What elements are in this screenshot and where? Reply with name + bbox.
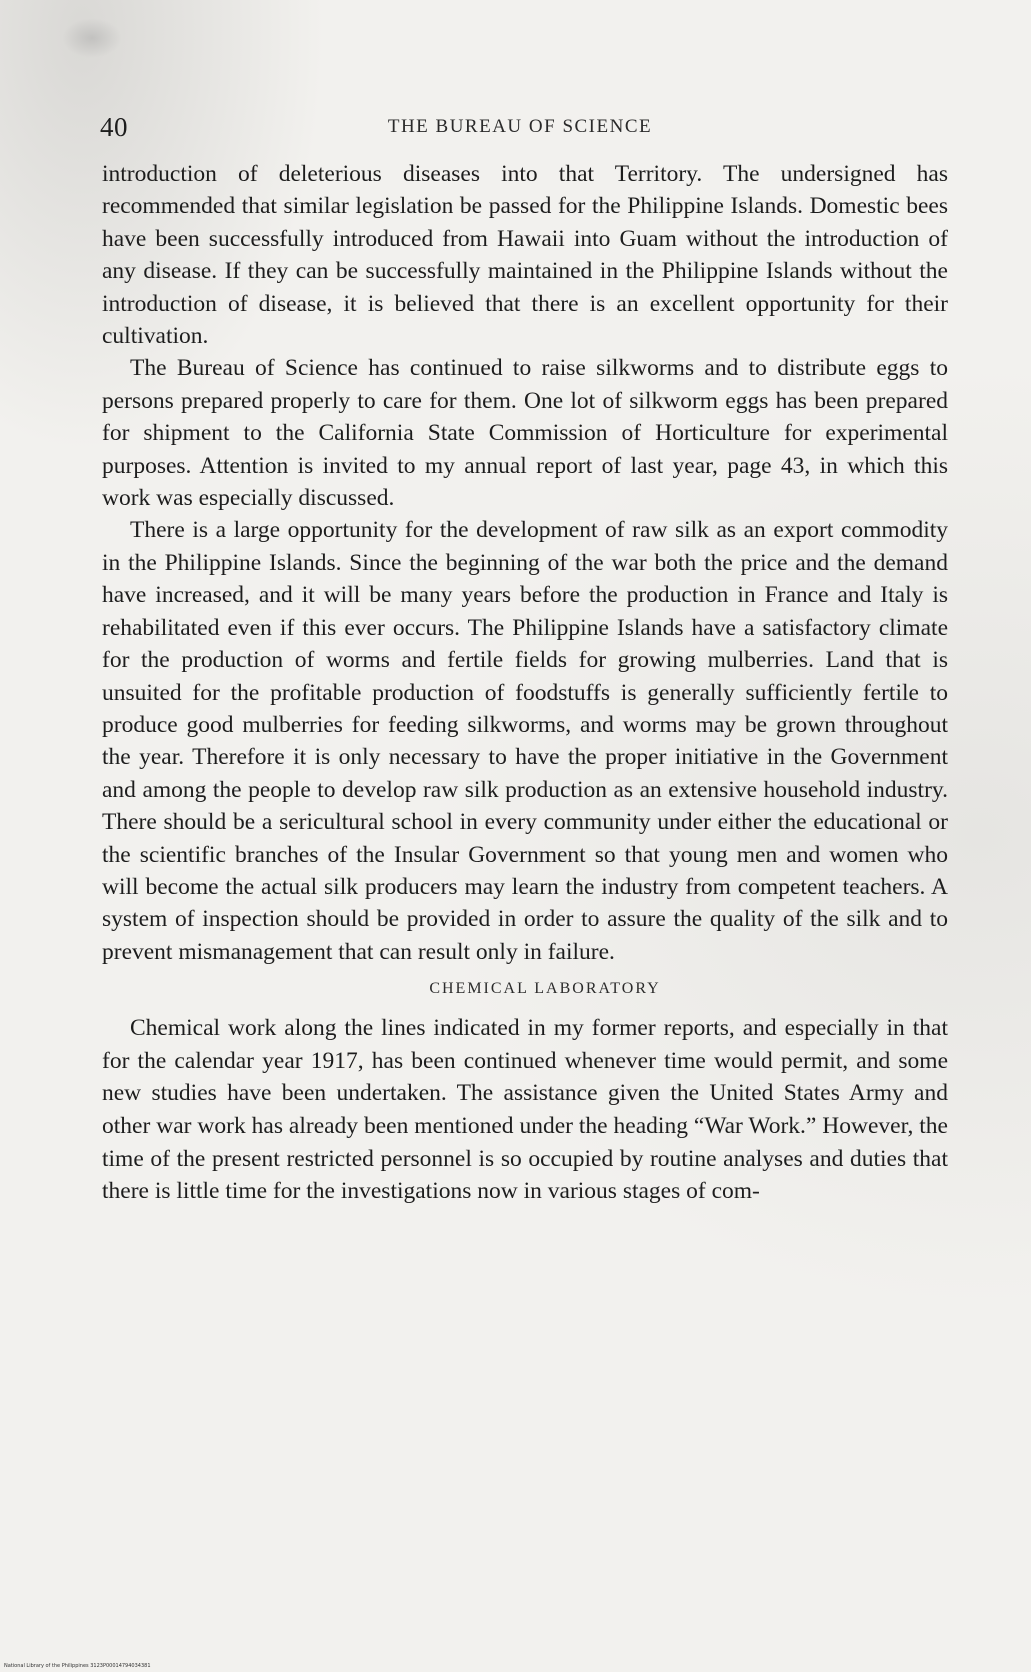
paragraph-silkworm-eggs: The Bureau of Science has continued to raise silkworms and to distribute eggs to persons prepared properly to care for them. One lot of silkworm eggs has been prepared for shipment to the California State Commission of Horticulture for experimental purposes. Attention is invited to my annual report of last year, page 43, in which this work was especially discussed. (102, 355, 948, 512)
section-heading-chemical-laboratory: CHEMICAL LABORATORY (429, 980, 661, 998)
paragraph-bees: introduction of deleterious diseases into that Territory. The undersigned has recommended that similar legislation be passed for the Philippine Islands. Domestic bees have been successfully introduced from Hawaii into Guam without the introduction of any disease. If they can be successfully maintained in the Philippine Islands without the introduction of disease, it is believed that there is an excellent opportunity for their cultivation. (102, 161, 948, 350)
page-number: 40 (100, 112, 128, 142)
footer-credit: National Library of the Philippines 3123P00014794034381 (4, 1663, 151, 1669)
paragraph-raw-silk: There is a large opportunity for the development of raw silk as an export commodity in the Philippine Islands. Since the beginning of the war both the price and the demand have increased, and it will be many years before the production in France and Italy is rehabilitated even if this ever occurs. The Philippine Islands have a satisfactory climate for the production of worms and fertile fields for growing mulberries. Land that is unsuited for the profitable production of foodstuffs is generally sufficiently fertile to produce good mulberries for feeding silkworms, and worms may be grown throughout the year. Therefore it is only necessary to have the proper initiative in the Government and among the people to develop raw silk production as an extensive household industry. There should be a sericultural school in every community under either the educational or the scientific branches of the Insular Government so that young men and women who will become the actual silk producers may learn the industry from competent teachers. A system of inspection should be provided in order to assure the quality of the silk and to prevent mismanagement that can result only in failure. (102, 517, 948, 965)
running-title: THE BUREAU OF SCIENCE (387, 116, 653, 137)
paragraph-chemical-work: Chemical work along the lines indicated in my former reports, and especially in that for the calendar year 1917, has been continued whenever time would permit, and some new studies have been undertaken. The assistance given the United States Army and other war work has already been mentioned under the heading “War Work.” However, the time of the present restricted personnel is so occupied by routine analyses and duties that there is little time for the investigations now in various stages of com- (102, 1015, 948, 1205)
body-text (102, 158, 948, 1208)
running-header (100, 112, 940, 152)
scan-smudge (62, 18, 122, 58)
